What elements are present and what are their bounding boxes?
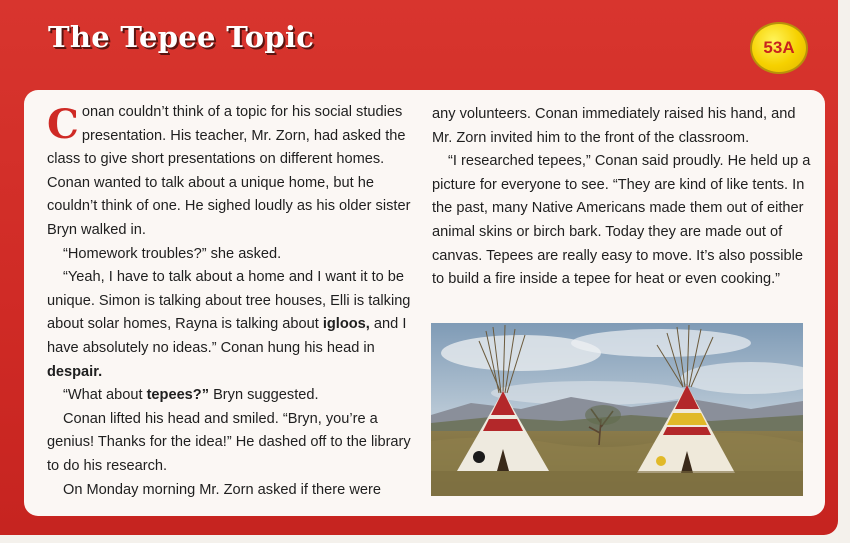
vocab-tepees: tepees?”	[146, 387, 210, 404]
paragraph-1	[47, 101, 419, 243]
paragraph-5: Conan lifted his head and smiled. “Bryn, you’re a genius! Thanks for the idea!” He dashed off to the library to do his research.	[47, 410, 411, 474]
paragraph-4-part-b: Bryn suggested.	[209, 387, 319, 404]
paragraph-8: “I researched tepees,” Conan said proudly. He held up a picture for everyone to see. “They are kind of like tents. In the past, many Native Americans made them out of either animal skins or birch bark. Today they are made out of canvas. Tepees are really easy to move. It’s also possible to build a fire inside a tepee for heat or even cooking.”	[432, 153, 811, 288]
paragraph-4-part-a: “What about	[63, 387, 147, 404]
paragraph-1-text: onan couldn’t think of a topic for his social studies presentation. His teacher, Mr. Zorn, had asked the class to give short presentations on different homes. Conan wanted to talk about a unique home, but he couldn’t think of one. He sighed loudly as his older sister Bryn walked in.	[47, 104, 411, 238]
tepee-photo	[431, 323, 803, 496]
page-title: The Tepee Topic	[48, 20, 315, 54]
drop-cap: C	[47, 101, 79, 148]
paragraph-2: “Homework troubles?” she asked.	[63, 245, 282, 262]
right-column	[432, 103, 814, 292]
paragraph-6: On Monday morning Mr. Zorn asked if there were	[63, 481, 381, 498]
paragraph-3-part-a: “Yeah, I have to talk about a home and I want it to be unique. Simon is talking about tree houses, Elli is talking about solar homes, Rayna is talking about	[47, 269, 411, 333]
paragraph-3-part-b: and I have absolutely no ideas.” Conan hung his head in	[47, 316, 407, 356]
paragraph-7: any volunteers. Conan immediately raised his hand, and Mr. Zorn invited him to the front of the classroom.	[432, 106, 796, 146]
vocab-despair: despair.	[47, 363, 103, 380]
paragraph-3	[47, 266, 419, 384]
story-panel	[24, 90, 825, 516]
vocab-igloos: igloos,	[322, 316, 370, 333]
paragraph-4	[47, 384, 419, 408]
page-number-badge: 53A	[750, 22, 808, 74]
left-column	[47, 101, 419, 502]
